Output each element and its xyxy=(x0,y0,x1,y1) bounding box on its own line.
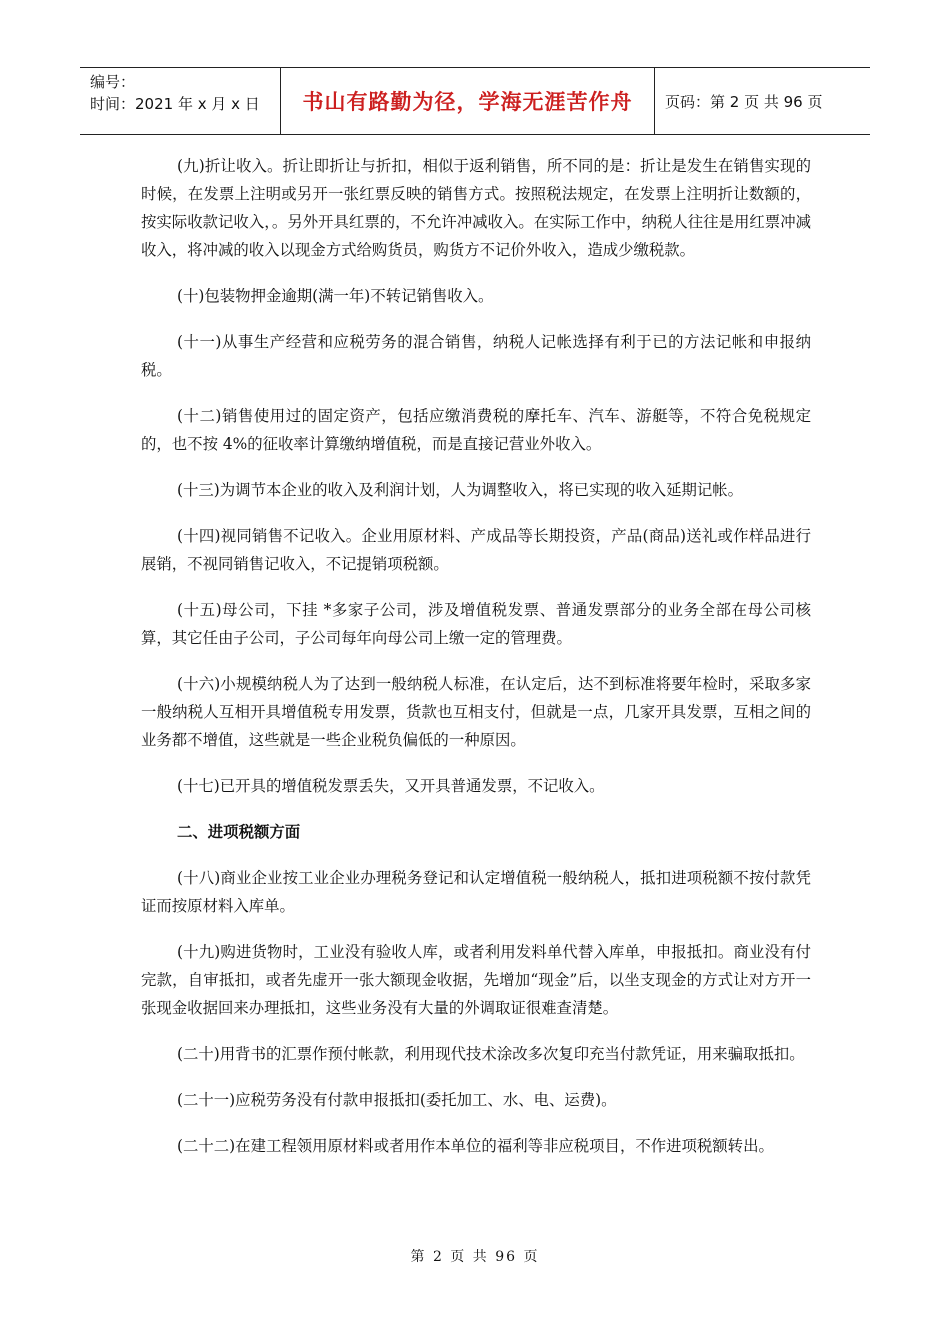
paragraph-9: (九)折让收入。折让即折让与折扣，相似于返利销售，所不同的是：折让是发生在销售实现的时候，在发票上注明或另开一张红票反映的销售方式。按照税法规定，在发票上注明折让数额的，按实际收款记收入，。另外开具红票的，不允许冲减收入。在实际工作中，纳税人往往是用红票冲减收入，将冲减的收入以现金方式给购货员，购货方不记价外收入，造成少缴税款。 xyxy=(141,157,811,259)
paragraph-14: (十四)视同销售不记收入。企业用原材料、产成品等长期投资，产品(商品)送礼或作样品进行展销，不视同销售记收入，不记提销项税额。 xyxy=(141,527,811,573)
section-heading-input-tax: 二、进项税额方面 xyxy=(177,823,301,841)
document-body xyxy=(141,152,811,1178)
header-motto: 书山有路勤为径，学海无涯苦作舟 xyxy=(281,68,655,134)
paragraph-21: (二十一)应税劳务没有付款申报抵扣(委托加工、水、电、运费)。 xyxy=(177,1091,617,1109)
page-footer: 第 2 页 共 96 页 xyxy=(410,1249,540,1265)
page-header xyxy=(80,67,870,135)
document-number-label: 编号： xyxy=(90,73,136,91)
paragraph-17: (十七)已开具的增值税发票丢失，又开具普通发票，不记收入。 xyxy=(177,777,605,795)
paragraph-22: (二十二)在建工程领用原材料或者用作本单位的福利等非应税项目，不作进项税额转出。 xyxy=(177,1137,774,1155)
paragraph-16: (十六)小规模纳税人为了达到一般纳税人标准，在认定后，达不到标准将要年检时，采取多家一般纳税人互相开具增值税专用发票，货款也互相支付，但就是一点，几家开具发票，互相之间的业务都不增值，这些就是一些企业税负偏低的一种原因。 xyxy=(141,675,811,749)
paragraph-19: (十九)购进货物时，工业没有验收人库，或者利用发料单代替入库单，申报抵扣。商业没有付完款，自审抵扣，或者先虚开一张大额现金收据，先增加“现金”后，以坐支现金的方式让对方开一张现金收据回来办理抵扣，这些业务没有大量的外调取证很难查清楚。 xyxy=(141,943,811,1017)
paragraph-13: (十三)为调节本企业的收入及利润计划，人为调整收入，将已实现的收入延期记帐。 xyxy=(177,481,744,499)
paragraph-20: (二十)用背书的汇票作预付帐款，利用现代技术涂改多次复印充当付款凭证，用来骗取抵扣。 xyxy=(177,1045,805,1063)
header-meta xyxy=(80,68,281,134)
header-page-info: 页码：第 2 页 共 96 页 xyxy=(665,92,823,111)
document-time-label: 时间：2021 年 x 月 x 日 xyxy=(90,95,260,113)
paragraph-15: (十五)母公司，下挂 *多家子公司，涉及增值税发票、普通发票部分的业务全部在母公司核算，其它任由子公司，子公司每年向母公司上缴一定的管理费。 xyxy=(141,601,811,647)
paragraph-18: (十八)商业企业按工业企业办理税务登记和认定增值税一般纳税人，抵扣进项税额不按付款凭证而按原材料入库单。 xyxy=(141,869,811,915)
paragraph-10: (十)包装物押金逾期(满一年)不转记销售收入。 xyxy=(177,287,494,305)
paragraph-12: (十二)销售使用过的固定资产，包括应缴消费税的摩托车、汽车、游艇等，不符合免税规定的，也不按 4%的征收率计算缴纳增值税，而是直接记营业外收入。 xyxy=(141,407,811,453)
paragraph-11: (十一)从事生产经营和应税劳务的混合销售，纳税人记帐选择有利于已的方法记帐和申报纳税。 xyxy=(141,333,811,379)
